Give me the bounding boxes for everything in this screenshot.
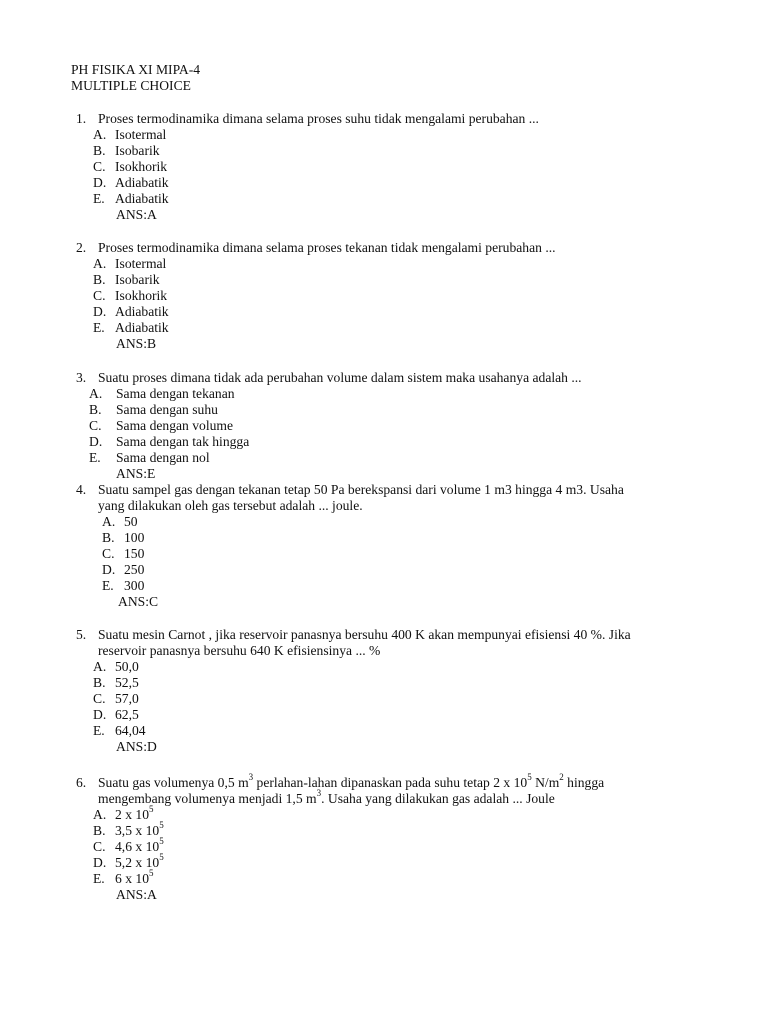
superscript: 3 — [316, 788, 322, 799]
option-c — [102, 546, 716, 562]
answer-key: ANS:C — [118, 594, 159, 609]
option-d — [93, 304, 716, 320]
option-letter: A. — [93, 256, 107, 271]
question-stem — [76, 370, 716, 386]
superscript: 2 — [559, 772, 564, 783]
question-text: Proses termodinamika dimana selama proses suhu tidak mengalami perubahan ... — [98, 111, 539, 126]
question-number: 1. — [76, 111, 87, 126]
option-letter: C. — [102, 546, 115, 561]
question-text-line-1: Suatu mesin Carnot , jika reservoir panasnya bersuhu 400 K akan mempunyai efisiensi 40 %. Jika — [98, 627, 631, 642]
option-letter: C. — [93, 691, 106, 706]
question-6 — [76, 772, 716, 903]
option-text: Adiabatik — [115, 175, 169, 190]
option-letter: B. — [93, 823, 106, 838]
option-text: Sama dengan suhu — [116, 402, 218, 417]
option-c — [93, 159, 716, 175]
superscript: 5 — [527, 772, 532, 783]
option-text — [115, 804, 154, 823]
option-letter: A. — [89, 386, 103, 401]
stem-text: Suatu gas volumenya 0,5 m — [98, 775, 249, 790]
option-letter: B. — [93, 143, 106, 158]
option-b — [93, 143, 716, 159]
document-header — [71, 62, 200, 94]
option-base: 3,5 x 10 — [115, 823, 160, 838]
option-b — [93, 272, 716, 288]
question-number: 6. — [76, 775, 87, 790]
option-text: Isokhorik — [115, 159, 168, 174]
option-text — [115, 852, 164, 871]
question-text-line-2: reservoir panasnya bersuhu 640 K efisiensinya ... % — [98, 643, 381, 658]
option-letter: B. — [102, 530, 115, 545]
question-text: Suatu proses dimana tidak ada perubahan volume dalam sistem maka usahanya adalah ... — [98, 370, 582, 385]
option-base: 6 x 10 — [115, 871, 149, 886]
option-a — [93, 256, 716, 272]
option-a — [93, 804, 716, 823]
option-letter: D. — [93, 175, 107, 190]
option-c — [93, 288, 716, 304]
option-letter: E. — [89, 450, 101, 465]
stem-text: . Usaha yang dilakukan gas adalah ... Joule — [321, 791, 555, 806]
option-text: 100 — [124, 530, 145, 545]
superscript: 5 — [159, 836, 164, 847]
option-text: 50 — [124, 514, 138, 529]
stem-text: hingga — [563, 775, 605, 790]
option-letter: D. — [93, 707, 107, 722]
superscript: 5 — [159, 820, 164, 831]
option-d — [93, 175, 716, 191]
question-text: Proses termodinamika dimana selama proses tekanan tidak mengalami perubahan ... — [98, 240, 556, 255]
option-text: Isokhorik — [115, 288, 168, 303]
stem-text: N/m — [531, 775, 560, 790]
option-text: 52,5 — [115, 675, 139, 690]
option-text: Adiabatik — [115, 191, 169, 206]
stem-text: mengembang volumenya menjadi 1,5 m — [98, 791, 317, 806]
option-text — [115, 836, 164, 855]
superscript: 5 — [148, 804, 154, 815]
option-letter: E. — [93, 320, 105, 335]
question-stem — [76, 240, 716, 256]
document-subtitle: MULTIPLE CHOICE — [71, 78, 191, 93]
option-text: 62,5 — [115, 707, 139, 722]
option-text: Adiabatik — [115, 304, 169, 319]
option-letter: B. — [93, 272, 106, 287]
answer-key: ANS:B — [116, 336, 157, 351]
answer-key: ANS:E — [116, 466, 156, 481]
option-letter: E. — [102, 578, 114, 593]
option-text: Isotermal — [115, 256, 167, 271]
question-3 — [76, 370, 716, 482]
option-a — [89, 386, 716, 402]
option-b — [93, 820, 716, 839]
question-2 — [76, 240, 716, 352]
option-e — [93, 320, 716, 336]
option-b — [93, 675, 716, 691]
option-b — [102, 530, 716, 546]
option-d — [89, 434, 716, 450]
option-e — [93, 723, 716, 739]
question-text-line-1 — [98, 772, 716, 791]
superscript: 5 — [148, 868, 154, 879]
question-number: 5. — [76, 627, 87, 642]
option-letter: A. — [102, 514, 116, 529]
option-letter: D. — [89, 434, 103, 449]
option-text: 64,04 — [115, 723, 146, 738]
option-text: Isobarik — [115, 143, 160, 158]
option-d — [93, 852, 716, 871]
answer-key: ANS:A — [116, 887, 157, 902]
option-letter: C. — [93, 839, 106, 854]
option-letter: E. — [93, 723, 105, 738]
question-text-line-2: yang dilakukan oleh gas tersebut adalah ... joule. — [98, 498, 363, 513]
document-title: PH FISIKA XI MIPA-4 — [71, 62, 201, 77]
option-d — [102, 562, 716, 578]
option-e — [102, 578, 716, 594]
option-text: 250 — [124, 562, 145, 577]
option-d — [93, 707, 716, 723]
question-text-line-1: Suatu sampel gas dengan tekanan tetap 50 Pa berekspansi dari volume 1 m3 hingga 4 m3. Usaha — [98, 482, 624, 497]
option-letter: D. — [93, 304, 107, 319]
option-letter: A. — [93, 659, 107, 674]
answer-key: ANS:A — [116, 207, 157, 222]
question-stem — [76, 627, 716, 659]
option-base: 4,6 x 10 — [115, 839, 160, 854]
option-text: 57,0 — [115, 691, 139, 706]
option-text: 150 — [124, 546, 145, 561]
option-text: Sama dengan nol — [116, 450, 210, 465]
option-letter: B. — [93, 675, 106, 690]
answer-key: ANS:D — [116, 739, 157, 754]
question-number: 4. — [76, 482, 87, 497]
option-letter: C. — [93, 288, 106, 303]
option-letter: C. — [93, 159, 106, 174]
question-stem — [76, 482, 716, 514]
option-letter: E. — [93, 191, 105, 206]
option-text: Isobarik — [115, 272, 160, 287]
question-stem — [76, 772, 716, 807]
question-5 — [76, 627, 716, 755]
stem-text: perlahan-lahan dipanaskan pada suhu tetap 2 x 10 — [253, 775, 528, 790]
question-number: 2. — [76, 240, 87, 255]
option-text: Sama dengan tekanan — [116, 386, 235, 401]
option-e — [93, 868, 716, 887]
option-e — [93, 191, 716, 207]
option-a — [93, 127, 716, 143]
superscript: 3 — [248, 772, 254, 783]
option-c — [93, 836, 716, 855]
question-4 — [76, 482, 716, 610]
superscript: 5 — [159, 852, 164, 863]
option-a — [102, 514, 716, 530]
option-text — [115, 820, 164, 839]
option-a — [93, 659, 716, 675]
option-letter: A. — [93, 127, 107, 142]
option-letter: D. — [93, 855, 107, 870]
option-c — [89, 418, 716, 434]
option-e — [89, 450, 716, 466]
question-stem — [76, 111, 716, 127]
question-number: 3. — [76, 370, 87, 385]
option-text: 300 — [124, 578, 145, 593]
option-text: Isotermal — [115, 127, 167, 142]
option-c — [93, 691, 716, 707]
option-text — [115, 868, 154, 887]
option-text: Adiabatik — [115, 320, 169, 335]
option-letter: C. — [89, 418, 102, 433]
option-base: 5,2 x 10 — [115, 855, 160, 870]
question-text-line-2 — [98, 788, 716, 807]
option-letter: D. — [102, 562, 116, 577]
option-base: 2 x 10 — [115, 807, 149, 822]
option-letter: A. — [93, 807, 107, 822]
option-letter: B. — [89, 402, 102, 417]
option-b — [89, 402, 716, 418]
option-text: 50,0 — [115, 659, 139, 674]
option-letter: E. — [93, 871, 105, 886]
question-1 — [76, 111, 716, 223]
option-text: Sama dengan volume — [116, 418, 234, 433]
option-text: Sama dengan tak hingga — [116, 434, 250, 449]
